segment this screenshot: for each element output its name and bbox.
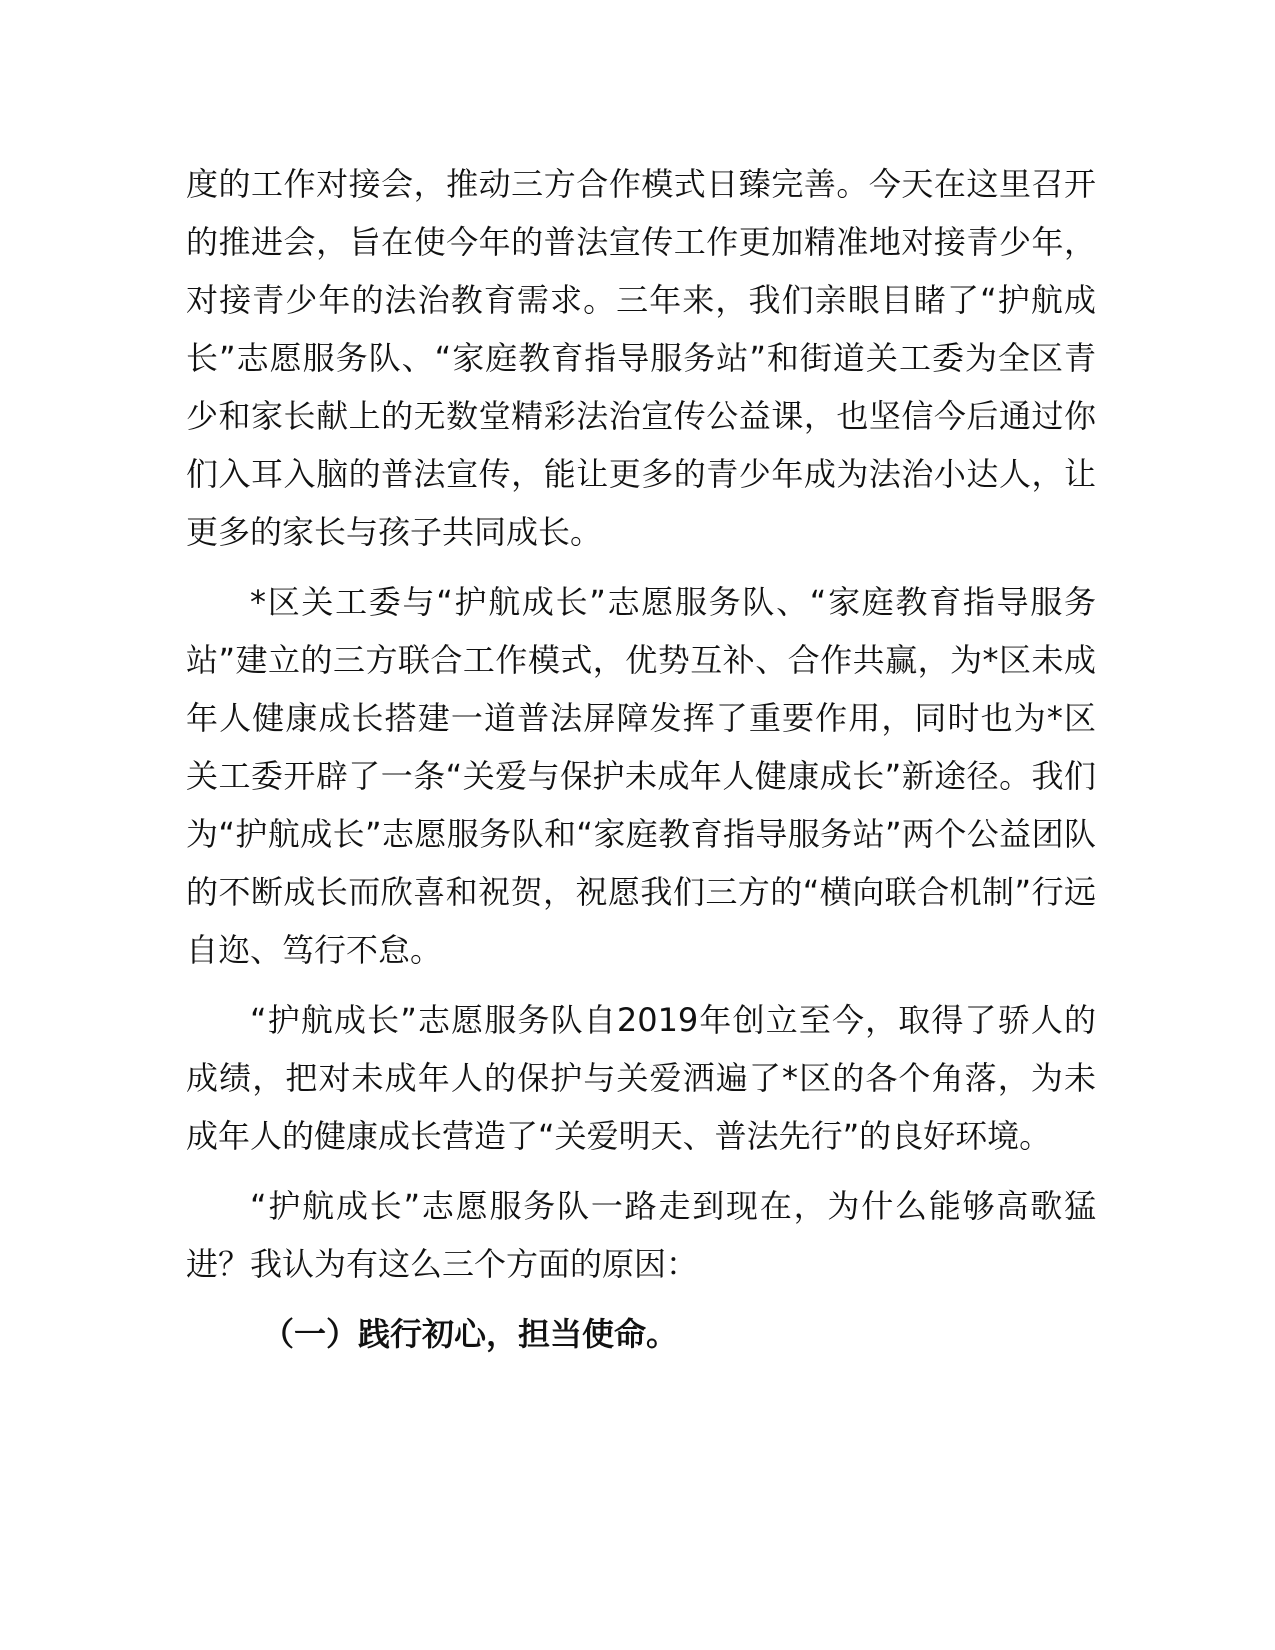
document-page — [186, 155, 1096, 1363]
paragraph-three-party-model: *区关工委与“护航成长”志愿服务队、“家庭教育指导服务站”建立的三方联合工作模式，优势互补、合作共赢，为*区未成年人健康成长搭建一道普法屏障发挥了重要作用，同时也为*区关工委开辟了一条“关爱与保护未成年人健康成长”新途径。我们为“护航成长”志愿服务队和“家庭教育指导服务站”两个公益团队的不断成长而欣喜和祝贺，祝愿我们三方的“横向联合机制”行远自迩、笃行不怠。 — [186, 583, 1096, 969]
section-heading-one: （一）践行初心，担当使命。 — [262, 1315, 679, 1353]
paragraph-reasons-intro: “护航成长”志愿服务队一路走到现在，为什么能够高歌猛进？我认为有这么三个方面的原因： — [186, 1187, 1096, 1283]
paragraph-continuation: 度的工作对接会，推动三方合作模式日臻完善。今天在这里召开的推进会，旨在使今年的普法宣传工作更加精准地对接青少年，对接青少年的法治教育需求。三年来，我们亲眼目睹了“护航成长”志愿服务队、“家庭教育指导服务站”和街道关工委为全区青少和家长献上的无数堂精彩法治宣传公益课，也坚信今后通过你们入耳入脑的普法宣传，能让更多的青少年成为法治小达人，让更多的家长与孩子共同成长。 — [186, 165, 1096, 551]
paragraph-volunteer-achievements: “护航成长”志愿服务队自2019年创立至今，取得了骄人的成绩，把对未成年人的保护与关爱洒遍了*区的各个角落，为未成年人的健康成长营造了“关爱明天、普法先行”的良好环境。 — [186, 1001, 1096, 1155]
